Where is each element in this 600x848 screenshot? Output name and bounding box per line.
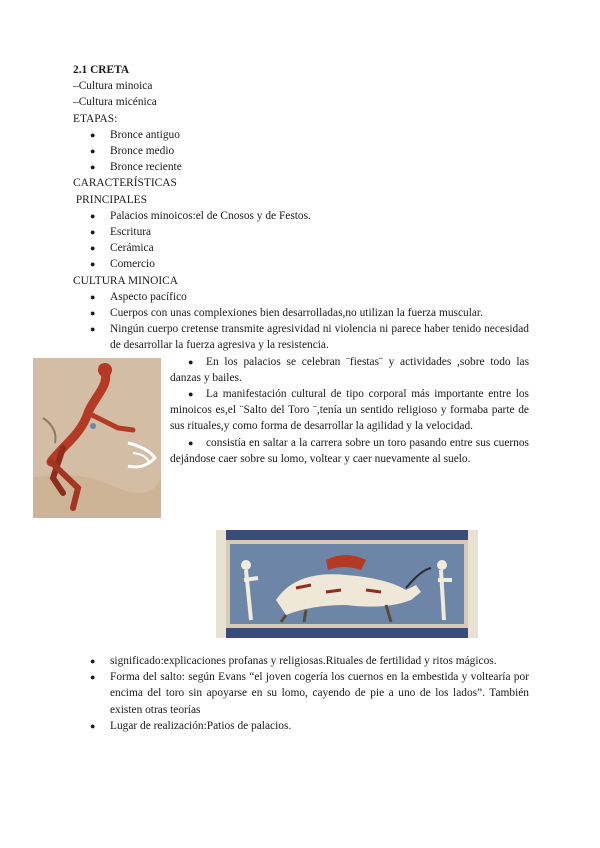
- list-item: ● Escritura: [73, 224, 529, 240]
- list-item: ● Forma del salto: según Evans “el joven cogería los cuernos en la embestida y voltearía por encima del toro sin apoyarse en su lomo, cayendo de pie a uno de los lados”. También existen otras teorías: [73, 669, 529, 718]
- principales-list: [73, 208, 529, 273]
- wrapped-paragraph-fiestas: ● En los palacios se celebran ¨fiestas¨ y actividades ,sobre todo las danzas y bailes.: [170, 355, 529, 384]
- list-item: ● Comercio: [73, 256, 529, 272]
- wrapped-text-column: [170, 354, 529, 467]
- wrapped-section: [73, 354, 529, 467]
- final-list: [73, 653, 529, 734]
- final-section: [73, 653, 529, 734]
- etapas-list: [73, 127, 529, 176]
- bullet-icon: ●: [188, 437, 194, 448]
- list-item: ● Cuerpos con unas complexiones bien desarrolladas,no utilizan la fuerza muscular.: [73, 305, 529, 321]
- principales-label: PRINCIPALES: [73, 193, 147, 206]
- wrapped-paragraph-salto: ● La manifestación cultural de tipo corporal más importante entre los minoicos es,el ¨Salto del Toro ¨,tenía un sentido religioso y formaba parte de sus rituales,y como forma de desarrollar la agilidad y la velocidad.: [170, 388, 529, 433]
- section-heading: 2.1 CRETA: [73, 64, 130, 76]
- bullet-icon: ●: [188, 389, 194, 400]
- bullet-icon: ●: [188, 356, 194, 367]
- culture-micenica: –Cultura micénica: [73, 96, 157, 109]
- list-item: ● Lugar de realización:Patios de palacios.: [73, 718, 529, 734]
- list-item: ● Bronce medio: [73, 143, 529, 159]
- list-item: ● Bronce antiguo: [73, 127, 529, 143]
- bull-leaping-fresco-image: [216, 530, 478, 638]
- minoica-list: [73, 289, 529, 354]
- etapas-label: ETAPAS:: [73, 112, 118, 125]
- caracteristicas-label: CARACTERÍSTICAS: [73, 177, 177, 190]
- list-item: ● significado:explicaciones profanas y religiosas.Rituales de fertilidad y ritos mágicos.: [73, 653, 529, 669]
- document-page: [73, 62, 529, 732]
- list-item: ● Aspecto pacífico: [73, 289, 529, 305]
- list-item: ● Cerámica: [73, 240, 529, 256]
- list-item: ● Bronce reciente: [73, 159, 529, 175]
- bull-leaper-fresco-image: [33, 358, 161, 518]
- wrapped-paragraph-consistia: ● consistía en saltar a la carrera sobre un toro pasando entre sus cuernos dejándose caer sobre su lomo, voltear y caer nuevamente al suelo.: [170, 436, 529, 465]
- list-item: ● Ningún cuerpo cretense transmite agresividad ni violencia ni parece haber tenido necesidad de desarrollar la fuerza agresiva y la resistencia.: [73, 321, 529, 353]
- cultura-minoica-label: CULTURA MINOICA: [73, 274, 178, 287]
- culture-minoica: –Cultura minoica: [73, 80, 153, 93]
- list-item: ● Palacios minoicos:el de Cnosos y de Festos.: [73, 208, 529, 224]
